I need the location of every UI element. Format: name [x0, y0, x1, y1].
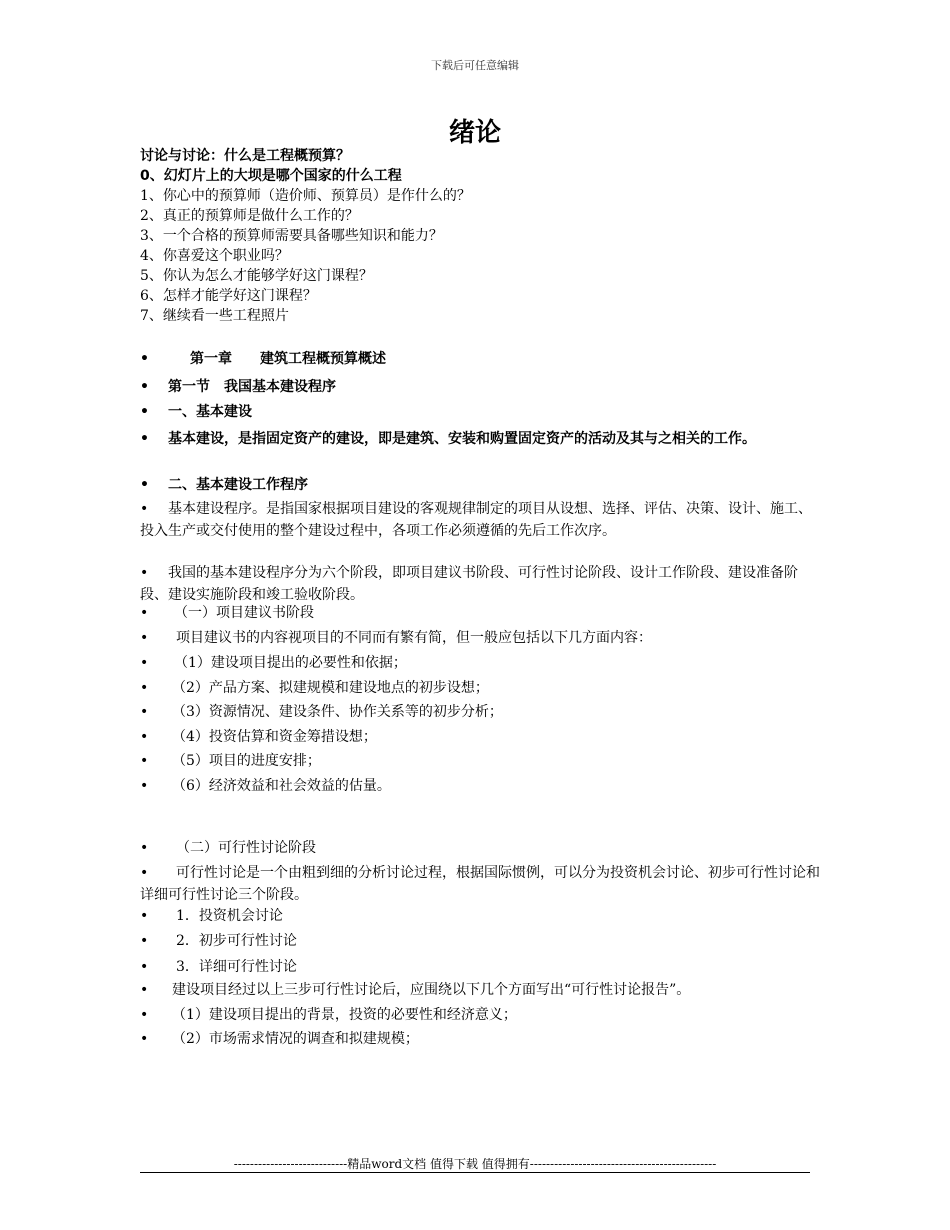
subheading-procedure [140, 474, 820, 496]
footer-rule [140, 1172, 810, 1173]
list-item [140, 652, 820, 674]
bullet: • [140, 404, 149, 420]
list-item-text: （3）资源情况、建设条件、协作关系等的初步分析； [172, 704, 503, 720]
bullet: • [140, 501, 149, 517]
intro-question-0: 0、幻灯片上的大坝是哪个国家的什么工程 [140, 168, 402, 184]
intro-question-6: 6、怎样才能学好这门课程？ [140, 288, 317, 304]
stages-paragraph [140, 562, 820, 606]
subheading-text: 一、基本建设 [168, 404, 252, 420]
bullet: • [140, 655, 149, 671]
bullet: • [140, 865, 149, 881]
document-title: 绪论 [448, 118, 501, 148]
bullet: • [140, 431, 149, 447]
list-item-text: 项目建议书的内容视项目的不同而有繁有简，但一般应包括以下几方面内容： [176, 630, 652, 646]
intro-question-4: 4、你喜爱这个职业吗？ [140, 248, 289, 264]
bullet: • [140, 729, 149, 745]
section-heading [140, 376, 820, 398]
list-item [140, 602, 820, 624]
bullet: • [140, 908, 149, 924]
bullet: • [140, 778, 149, 794]
intro-question-3: 3、一个合格的预算师需要具备哪些知识和能力？ [140, 228, 443, 244]
definition-paragraph [140, 428, 820, 450]
intro-question-7: 7、继续看一些工程照片 [140, 308, 289, 324]
list-item [140, 1004, 820, 1026]
list-item [140, 837, 820, 859]
list-item-text: （2）产品方案、拟建规模和建设地点的初步设想； [172, 680, 489, 696]
list-item [140, 930, 820, 952]
feasibility-paragraph [140, 862, 820, 906]
list-item-text: （二）可行性讨论阶段 [176, 840, 316, 856]
section-heading-text: 第一节 我国基本建设程序 [168, 379, 336, 395]
list-item [140, 726, 820, 748]
list-item-text: 建设项目经过以上三步可行性讨论后，应围绕以下几个方面写出“可行性讨论报告”。 [172, 982, 691, 998]
bullet: • [140, 351, 149, 367]
list-item-text: 2．初步可行性讨论 [176, 933, 297, 949]
subheading-text: 二、基本建设工作程序 [168, 477, 308, 493]
list-item [140, 750, 820, 772]
list-item [140, 677, 820, 699]
stages-text: 我国的基本建设程序分为六个阶段，即项目建议书阶段、可行性讨论阶段、设计工作阶段、建设准备阶段、建设实施阶段和竣工验收阶段。 [140, 565, 798, 603]
intro-question-2: 2、真正的预算师是做什么工作的？ [140, 208, 359, 224]
list-item-text: （一）项目建议书阶段 [174, 605, 314, 621]
list-item [140, 627, 820, 649]
feasibility-text: 可行性讨论是一个由粗到细的分析讨论过程，根据国际惯例，可以分为投资机会讨论、初步可行性讨论和详细可行性讨论三个阶段。 [140, 865, 820, 903]
bullet: • [140, 959, 149, 975]
intro-question-5: 5、你认为怎么才能够学好这门课程？ [140, 268, 373, 284]
list-item-text: （6）经济效益和社会效益的估量。 [172, 778, 391, 794]
intro-heading: 讨论与讨论：什么是工程概预算？ [140, 148, 350, 164]
bullet: • [140, 704, 149, 720]
list-item-text: （5）项目的进度安排； [172, 753, 321, 769]
bullet: • [140, 1031, 149, 1047]
bullet: • [140, 477, 149, 493]
bullet: • [140, 753, 149, 769]
intro-section [140, 146, 820, 326]
bullet: • [140, 933, 149, 949]
list-item [140, 956, 820, 978]
header-note: 下载后可任意编辑 [431, 59, 519, 72]
list-item-text: 3．详细可行性讨论 [176, 959, 297, 975]
list-item-text: （1）建设项目提出的必要性和依据； [174, 655, 407, 671]
chapter-heading-text: 第一章 建筑工程概预算概述 [190, 351, 386, 367]
list-item [140, 701, 820, 723]
list-item-text: 1．投资机会讨论 [176, 908, 283, 924]
list-item-text: （2）市场需求情况的调查和拟建规模； [172, 1031, 419, 1047]
bullet: • [140, 565, 149, 581]
list-item-text: （1）建设项目提出的背景，投资的必要性和经济意义； [172, 1007, 517, 1023]
footer-note: ----------------------------精品word文档 值得下载 值得拥有---------------------------------------------- [233, 1157, 717, 1171]
list-item [140, 979, 820, 1001]
bullet: • [140, 680, 149, 696]
list-item-text: （4）投资估算和资金筹措设想； [172, 729, 377, 745]
bullet: • [140, 379, 149, 395]
definition-text: 基本建设，是指固定资产的建设，即是建筑、安装和购置固定资产的活动及其与之相关的工作。 [168, 431, 756, 447]
list-item [140, 775, 820, 797]
bullet: • [140, 982, 149, 998]
list-item [140, 905, 820, 927]
procedure-paragraph [140, 498, 820, 542]
intro-question-1: 1、你心中的预算师（造价师、预算员）是作什么的？ [140, 188, 471, 204]
bullet: • [140, 630, 149, 646]
chapter-heading [140, 348, 820, 370]
bullet: • [140, 605, 149, 621]
list-item [140, 1028, 820, 1050]
bullet: • [140, 840, 149, 856]
bullet: • [140, 1007, 149, 1023]
procedure-text: 基本建设程序。是指国家根据项目建设的客观规律制定的项目从设想、选择、评估、决策、设计、施工、投入生产或交付使用的整个建设过程中，各项工作必须遵循的先后工作次序。 [140, 501, 812, 539]
subheading-basic-construction [140, 401, 820, 423]
